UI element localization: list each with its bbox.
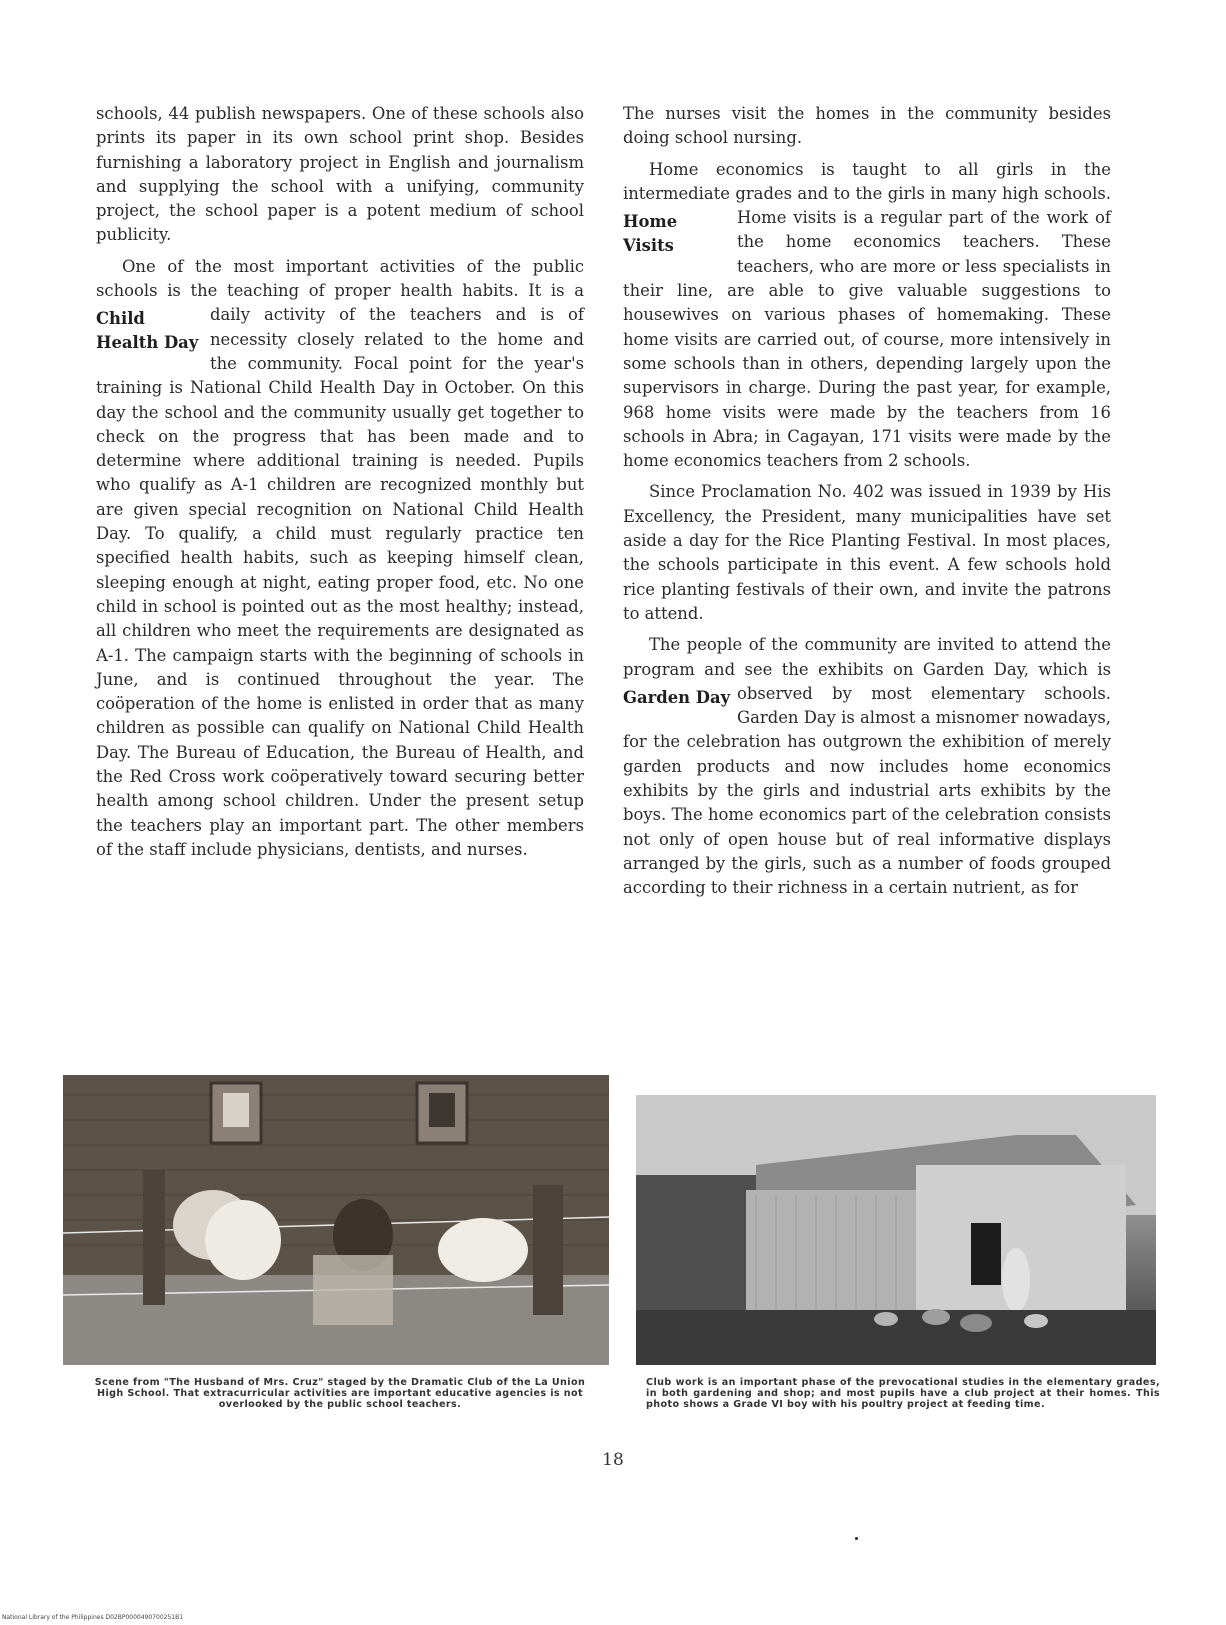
sidehead-child-health-day: Child Health Day	[96, 309, 199, 353]
scan-speck	[855, 1537, 858, 1540]
stage-scene-illustration	[63, 1075, 609, 1365]
poultry-shed-illustration	[636, 1095, 1156, 1365]
paragraph: The nurses visit the homes in the community besides doing school nursing.	[623, 104, 1111, 148]
paragraph	[96, 255, 584, 862]
photo-poultry-project	[636, 1095, 1156, 1365]
paragraph-text: One of the most important activities of the public schools is the teaching of proper health habits. It is a daily activity of the teachers and is of	[96, 256, 584, 325]
paragraph-text: The people of the community are invited to attend the program and see the exhibits on Garden Day, which is observed by most elementary	[623, 635, 1111, 703]
footer-credit: National Library of the Philippines D02BP0000490700251B1	[2, 1614, 184, 1621]
paragraph-text: Home economics is taught to all girls in the intermediate grades and to the girls in many high schools. Home visits is a regular part of the	[623, 159, 1111, 228]
photo-caption-right: Club work is an important phase of the prevocational studies in the elementary grades, in both gardening and shop; and most pupils have a club project at their homes. This photo shows a Grade VI boy with his poultry project at feeding time.	[646, 1377, 1160, 1410]
paragraph	[623, 633, 1111, 900]
left-text-column	[96, 102, 584, 869]
photo-caption-left: Scene from "The Husband of Mrs. Cruz" staged by the Dramatic Club of the La Union High School. That extracurricular activities are important educative agencies is not overlooked by the public school teachers.	[94, 1377, 586, 1410]
paragraph-text: necessity closely related to the home and the community. Focal point for the year's training is National Child Health Day in October. On this day the school and the community usually get together to check on the progress that has been made and to determine where additional training is needed. Pupils who qualify as A-1 children are recognized monthly but are given special recognition on National Child Health Day. To qualify, a child must regularly practice ten specified health habits, such as keeping himself clean, sleeping enough at night, eating proper food, etc. No one child in school is pointed out as the most healthy; instead, all children who meet the requirements are designated as A-1. The campaign starts with the beginning of schools in June, and is continued throughout the year. The coöperation of the home is enlisted in order that as many children as possible can qualify on National Child Health Day. The Bureau of Education, the Bureau of Health, and the Red Cross work coöperatively toward securing better health among school children. Under the present setup the teachers play an important part. The other members of the staff include physicians, dentists, and nurses.	[96, 329, 584, 859]
paragraph-text: schools. Garden Day is almost a misnomer nowadays, for the celebration has outgrown the exhibition of merely garden products and now includes home economics exhibits by the girls and industrial arts exhibits by the boys. The home economics part of the celebration consists not only of open house but of real informative displays arranged by the girls, such as a number of foods grouped according to their richness in a certain nutrient, as for	[623, 683, 1111, 898]
paragraph	[623, 158, 1111, 474]
sidehead-home-visits: Home Visits	[623, 212, 678, 256]
photo-dramatic-club-scene	[63, 1075, 609, 1365]
paragraph-text: work of the home economics teachers. These teachers, who are more or less specialists in their line, are able to give valuable suggestions to housewives on various phases of homemaking. These home visits are carried out, of course, more intensively in some schools than in others, depending largely upon the supervisors in charge. During the past year, for example, 968 home visits were made by the teachers from 16 schools in Abra; in Cagayan, 171 visits were made by the home economics teachers from 2 schools.	[623, 208, 1111, 471]
paragraph: Since Proclamation No. 402 was issued in 1939 by His Excellency, the President, many municipalities have set aside a day for the Rice Planting Festival. In most places, the schools participate in this event. A few schools hold rice planting festivals of their own, and invite the patrons to attend.	[623, 482, 1111, 623]
right-text-column	[623, 102, 1111, 908]
sidehead-garden-day: Garden Day	[623, 687, 731, 707]
page-number: 18	[602, 1450, 624, 1470]
paragraph: schools, 44 publish newspapers. One of these schools also prints its paper in its own school print shop. Besides furnishing a laboratory project in English and journalism and supplying the school with a unifying, community project, the school paper is a potent medium of school publicity.	[96, 104, 584, 245]
